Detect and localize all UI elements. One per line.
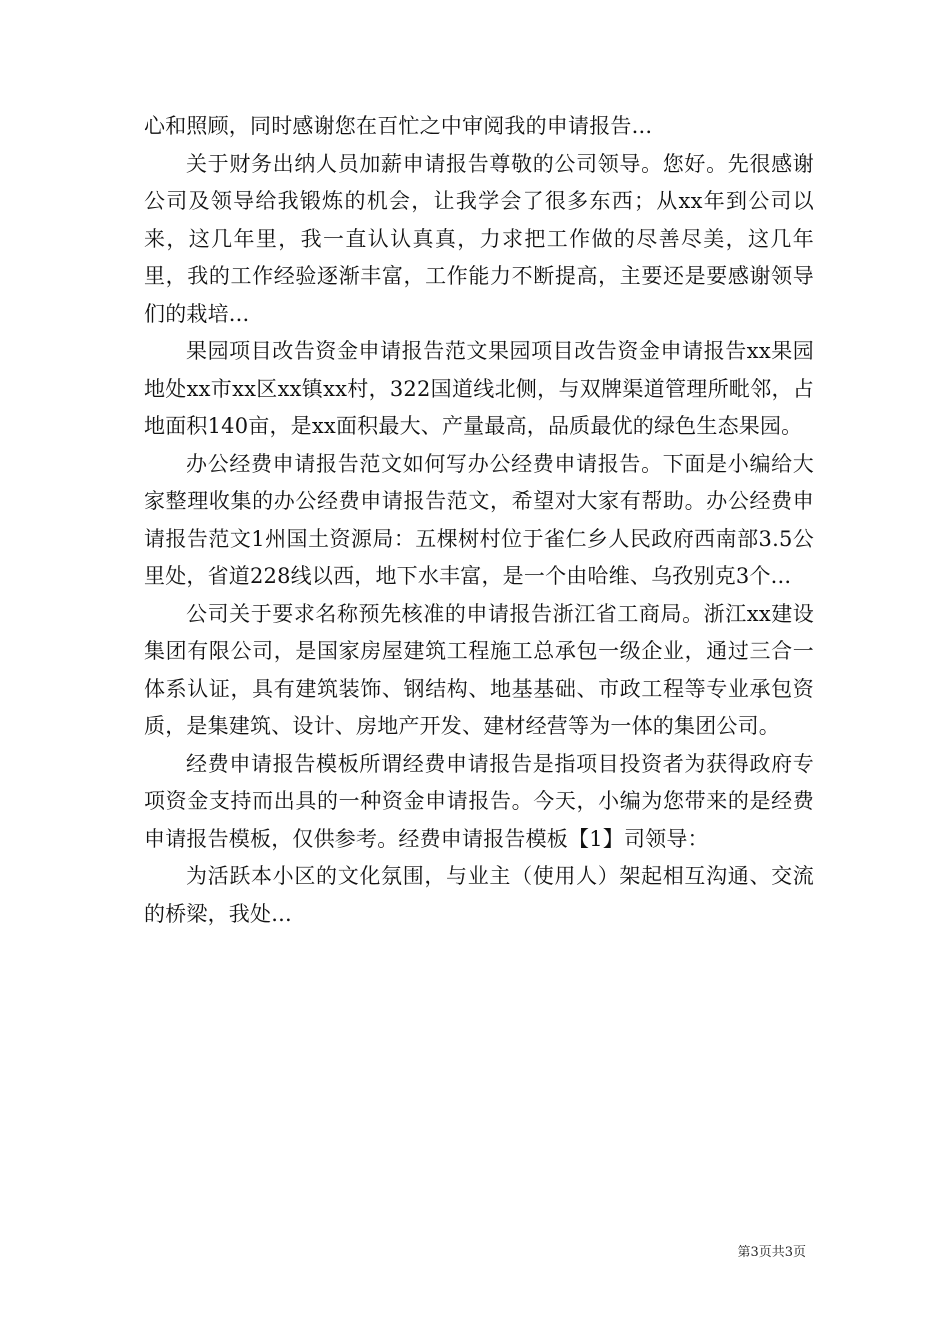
paragraph: 经费申请报告模板所谓经费申请报告是指项目投资者为获得政府专项资金支持而出具的一种资金申请报告。今天，小编为您带来的是经费申请报告模板，仅供参考。经费申请报告模板【1】司领导：	[144, 751, 814, 851]
paragraph: 果园项目改告资金申请报告范文果园项目改告资金申请报告xx果园地处xx市xx区xx镇xx村，322国道线北侧，与双牌渠道管理所毗邻，占地面积140亩，是xx面积最大、产量最高，品质最优的绿色生态果园。	[144, 339, 814, 438]
paragraph: 公司关于要求名称预先核准的申请报告浙江省工商局。浙江xx建设集团有限公司，是国家房屋建筑工程施工总承包一级企业，通过三合一体系认证，具有建筑装饰、钢结构、地基基础、市政工程等专业承包资质，是集建筑、设计、房地产开发、建材经营等为一体的集团公司。	[144, 601, 814, 738]
paragraph: 心和照顾，同时感谢您在百忙之中审阅我的申请报告...	[144, 114, 653, 138]
paragraph: 为活跃本小区的文化氛围，与业主（使用人）架起相互沟通、交流的桥梁，我处...	[144, 864, 814, 926]
document-body	[144, 108, 814, 933]
paragraph: 关于财务出纳人员加薪申请报告尊敬的公司领导。您好。先很感谢公司及领导给我锻炼的机会，让我学会了很多东西；从xx年到公司以来，这几年里，我一直认认真真，力求把工作做的尽善尽美，这几年里，我的工作经验逐渐丰富，工作能力不断提高，主要还是要感谢领导们的栽培...	[144, 151, 814, 326]
page-number: 第3页共3页	[737, 1245, 806, 1260]
paragraph: 办公经费申请报告范文如何写办公经费申请报告。下面是小编给大家整理收集的办公经费申请报告范文，希望对大家有帮助。办公经费申请报告范文1州国土资源局：五棵树村位于雀仁乡人民政府西南部3.5公里处，省道228线以西，地下水丰富，是一个由哈维、乌孜别克3个...	[144, 451, 814, 588]
